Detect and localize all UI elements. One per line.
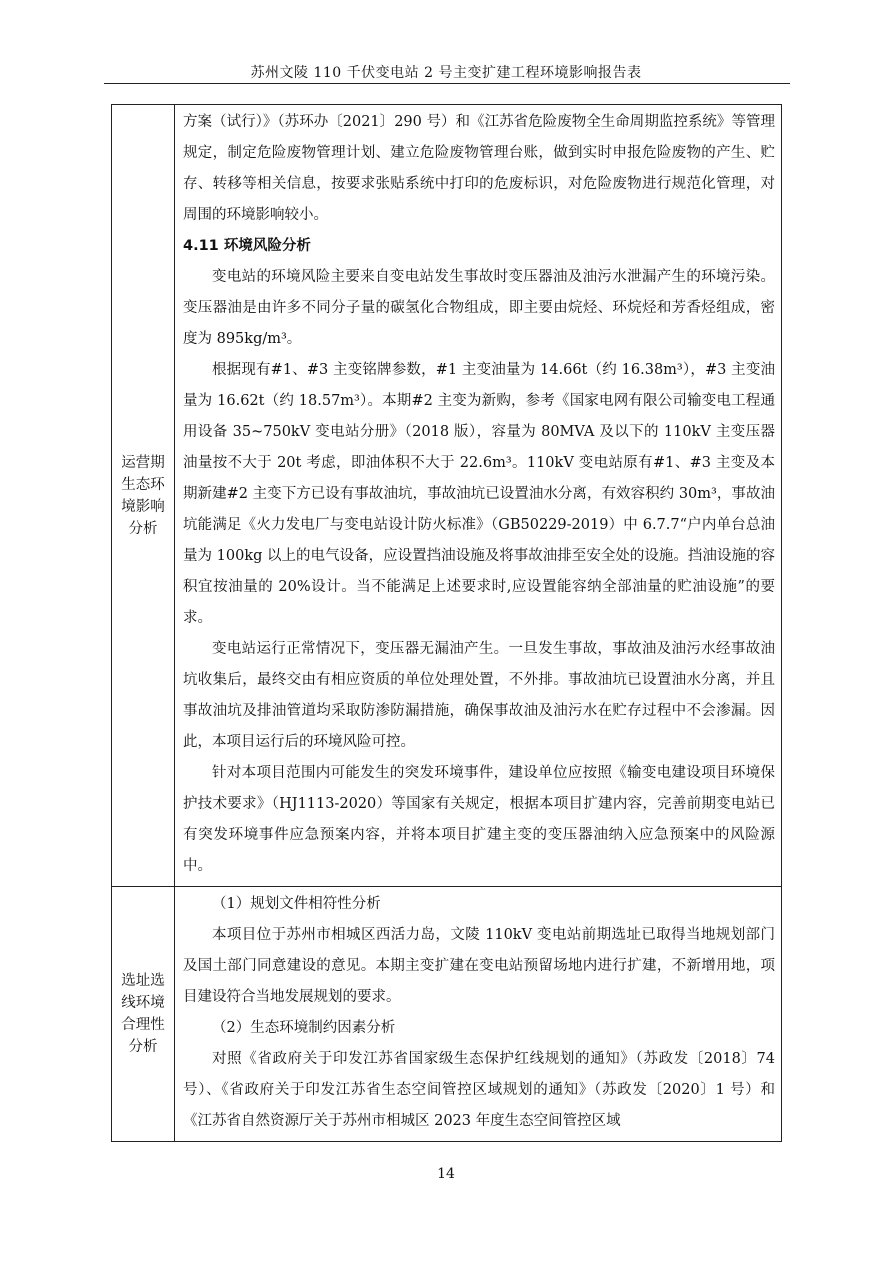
document-header-title: 苏州文陵 110 千伏变电站 2 号主变扩建工程环境影响报告表: [250, 65, 642, 81]
report-table: [111, 104, 782, 1142]
table-row: [112, 887, 782, 1142]
paragraph: 对照《省政府关于印发江苏省国家级生态保护红线规划的通知》（苏政发〔2018〕74 号）、《省政府关于印发江苏省生态空间管控区域规划的通知》（苏政发〔2020〕1 号）和《江苏省自然资源厅关于苏州市相城区 2023 年度生态空间管控区域: [183, 1051, 775, 1129]
paragraph: 变电站的环境风险主要来自变电站发生事故时变压器油及油污水泄漏产生的环境污染。变压器油是由许多不同分子量的碳氢化合物组成，即主要由烷烃、环烷烃和芳香烃组成，密度为 895kg/m³。: [183, 269, 775, 347]
section-content: [175, 887, 782, 1142]
section-label-cell: [112, 887, 175, 1142]
page-number: 14: [437, 1166, 455, 1182]
subheading: （2）生态环境制约因素分析: [212, 1020, 396, 1036]
header-rule: [104, 83, 790, 84]
paragraph: 针对本项目范围内可能发生的突发环境事件，建设单位应按照《输变电建设项目环境保护技术要求》（HJ1113-2020）等国家有关规定，根据本项目扩建内容，完善前期变电站已有突发环境事件应急预案内容，并将本项目扩建主变的变压器油纳入应急预案中的风险源中。: [183, 765, 775, 874]
table-row: [112, 105, 782, 887]
paragraph: 本项目位于苏州市相城区西活力岛，文陵 110kV 变电站前期选址已取得当地规划部门及国土部门同意建设的意见。本期主变扩建在变电站预留场地内进行扩建，不新增用地，项目建设符合当地发展规划的要求。: [183, 927, 775, 1005]
subheading: （1）规划文件相符性分析: [212, 896, 381, 912]
paragraph: 根据现有#1、#3 主变铭牌参数，#1 主变油量为 14.66t（约 16.38m³），#3 主变油量为 16.62t（约 18.57m³）。本期#2 主变为新购，参考《国家电网有限公司输变电工程通用设备 35~750kV 变电站分册》（2018 版），容量为 80MVA 及以下的 110kV 主变压器油量按不大于 20t 考虑，即油体积不大于 22.6m³。110kV 变电站原有#1、#3 主变及本期新建#2 主变下方已设有事故油坑，事故油坑已设置油水分离，有效容积约 30m³，事故油坑能满足《火力发电厂与变电站设计防火标准》（GB50229-2019）中 6.7.7“户内单台总油量为 100kg 以上的电气设备，应设置挡油设施及将事故油排至安全处的设施。挡油设施的容积宜按油量的 20%设计。当不能满足上述要求时,应设置能容纳全部油量的贮油设施”的要求。: [183, 362, 775, 626]
section-heading: 4.11 环境风险分析: [183, 238, 311, 254]
section-content: [175, 105, 782, 887]
paragraph: 方案（试行）》（苏环办〔2021〕290 号）和《江苏省危险废物全生命周期监控系统》等管理规定，制定危险废物管理计划、建立危险废物管理台账，做到实时申报危险废物的产生、贮存、转移等相关信息，按要求张贴系统中打印的危废标识，对危险废物进行规范化管理，对周围的环境影响较小。: [183, 114, 775, 223]
section-label: 选址选线环境合理性分析: [121, 973, 165, 1055]
section-label-cell: [112, 105, 175, 887]
section-label: 运营期生态环境影响分析: [121, 454, 165, 537]
paragraph: 变电站运行正常情况下，变压器无漏油产生。一旦发生事故，事故油及油污水经事故油坑收集后，最终交由有相应资质的单位处理处置，不外排。事故油坑已设置油水分离，并且事故油坑及排油管道均采取防渗防漏措施，确保事故油及油污水在贮存过程中不会渗漏。因此，本项目运行后的环境风险可控。: [183, 641, 775, 750]
